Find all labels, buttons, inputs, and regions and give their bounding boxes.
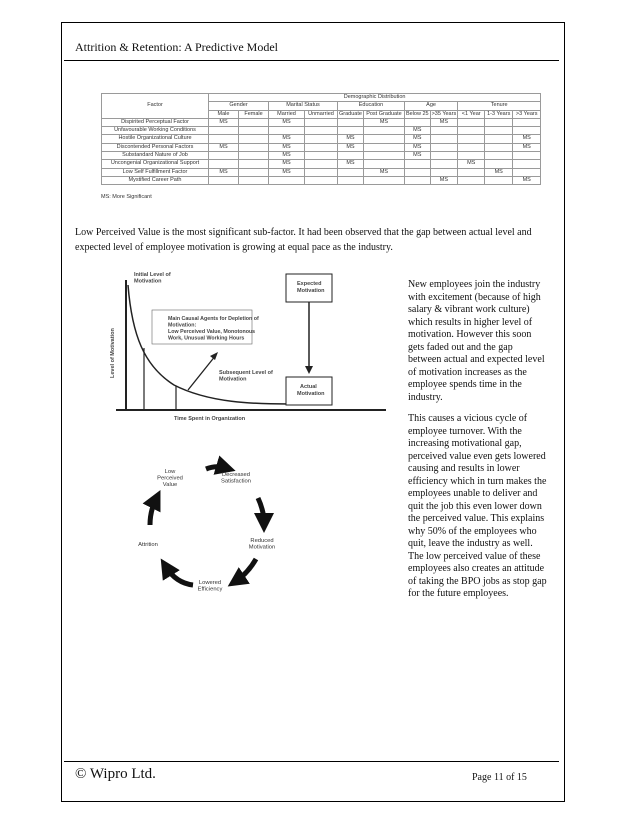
table-cell: MS — [404, 135, 430, 143]
table-cell: MS — [430, 118, 458, 126]
right-paragraph-2: This causes a vicious cycle of employee turnover. With the increasing motivational gap, perceived value even gets lowered causing and results in lower efficiency which in turn makes the employees unable to deliver and quit the job this even lower down the perceived value. This explains why 50% of the employees who quit, leave the industry as well. The low perceived value of these employees also creates an attitude of taking the BPO jobs as stop gap for the future employees. — [408, 413, 547, 599]
table-cell — [430, 135, 458, 143]
table-cell: MS — [338, 135, 364, 143]
factor-cell: Substandard Nature of Job — [102, 152, 209, 160]
table-row — [102, 176, 541, 184]
table-cell — [430, 127, 458, 135]
table-cell — [338, 127, 364, 135]
demographic-distribution-header: Demographic Distribution — [209, 94, 541, 102]
motivation-curve — [128, 285, 289, 404]
node-low-perceived-value: Low Perceived Value — [157, 469, 183, 488]
node-decreased-satisfaction: Decreased Satisfaction — [221, 472, 251, 485]
table-cell: MS — [404, 143, 430, 151]
subheader: Female — [239, 110, 269, 118]
footer-divider — [64, 761, 559, 762]
subheader: 1-3 Years — [485, 110, 513, 118]
subheader: Graduate — [339, 110, 362, 117]
subheader: >3 Years — [513, 110, 541, 118]
table-cell: MS — [269, 152, 305, 160]
table-note: MS: More Significant — [101, 194, 152, 200]
factor-cell: Unfavourable Working Conditions — [102, 127, 209, 135]
table-cell: MS — [513, 176, 541, 184]
subheader: Married — [269, 110, 305, 118]
table-cell: MS — [209, 168, 239, 176]
table-cell — [485, 135, 513, 143]
subheader: <1 Year — [458, 110, 485, 118]
table-cell — [305, 160, 338, 168]
table-cell — [513, 160, 541, 168]
table-cell: MS — [458, 160, 485, 168]
table-cell — [363, 135, 404, 143]
body-paragraph: Low Perceived Value is the most significant sub-factor. It had been observed that the gap between actual level and expected level of employee motivation is growing at equal pace as the industry. — [75, 227, 532, 253]
subheader: Male — [209, 110, 239, 118]
y-axis-label: Level of Motivation — [110, 328, 116, 378]
table-cell — [305, 143, 338, 151]
table-row — [102, 127, 541, 135]
table-cell: MS — [430, 176, 458, 184]
cycle-arrow-5 — [150, 499, 156, 525]
table-cell: MS — [269, 118, 305, 126]
subheader: Below 25 — [405, 110, 429, 117]
table-row — [102, 118, 541, 126]
table-cell — [513, 118, 541, 126]
table-cell — [458, 176, 485, 184]
factor-cell: Hostile Organizational Culture — [102, 135, 209, 143]
table-cell — [363, 152, 404, 160]
table-cell: MS — [513, 143, 541, 151]
gap-arrow-head — [305, 366, 313, 374]
factor-cell: Uncongenial Organizational Support — [102, 160, 209, 168]
group-gender: Gender — [209, 102, 269, 110]
table-cell — [239, 143, 269, 151]
table-cell — [363, 143, 404, 151]
table-cell — [485, 127, 513, 135]
table-cell — [430, 143, 458, 151]
table-cell — [338, 152, 364, 160]
table-cell — [513, 152, 541, 160]
causal-agents-label: Main Causal Agents for Depletion of Motivation: Low Perceived Value, Monotonous Work, Unusual Working Hours — [168, 316, 259, 342]
table-cell — [404, 118, 430, 126]
factor-header: Factor — [102, 94, 209, 119]
subheader: Unmarried — [305, 110, 338, 118]
table-cell — [430, 160, 458, 168]
table-cell: MS — [485, 168, 513, 176]
table-cell — [404, 160, 430, 168]
table-cell — [209, 152, 239, 160]
table-cell — [305, 135, 338, 143]
demographic-table — [101, 93, 541, 185]
header-divider — [64, 60, 559, 61]
table-cell — [239, 118, 269, 126]
table-cell — [430, 152, 458, 160]
table-cell — [458, 127, 485, 135]
table-cell — [305, 127, 338, 135]
expected-motivation-label: Expected Motivation — [297, 281, 325, 294]
table-row — [102, 152, 541, 160]
table-cell: MS — [363, 168, 404, 176]
table-row — [102, 143, 541, 151]
node-reduced-motivation: Reduced Motivation — [248, 538, 276, 551]
right-text-column — [408, 279, 548, 610]
footer-copyright: © Wipro Ltd. — [75, 766, 156, 782]
subheader: >35 Years — [431, 110, 457, 117]
table-cell — [338, 168, 364, 176]
table-cell — [404, 168, 430, 176]
table-cell: MS — [269, 160, 305, 168]
table-cell — [239, 152, 269, 160]
right-paragraph-1: New employees join the industry with excitement (because of high salary & vibrant work culture) which results in higher level of motivation. However this soon gets faded out and the gap between actual and expected level of motivation increases as the employee spends time in the industry. — [408, 279, 545, 403]
group-tenure: Tenure — [458, 102, 541, 110]
table-cell — [239, 127, 269, 135]
table-cell: MS — [209, 143, 239, 151]
table-row — [102, 160, 541, 168]
initial-level-label: Initial Level of Motivation — [134, 272, 171, 285]
group-marital-status: Marital Status — [269, 102, 338, 110]
table-cell — [338, 118, 364, 126]
table-cell: MS — [404, 127, 430, 135]
cycle-arrow-2 — [258, 498, 264, 523]
table-cell — [209, 135, 239, 143]
table-cell — [513, 168, 541, 176]
actual-motivation-label: Actual Motivation — [297, 384, 325, 397]
table-cell — [209, 160, 239, 168]
table-cell: MS — [363, 118, 404, 126]
vicious-cycle-diagram — [118, 455, 293, 605]
group-age: Age — [404, 102, 457, 110]
table-cell — [430, 168, 458, 176]
table-cell — [338, 176, 364, 184]
cycle-arrow-4 — [166, 567, 193, 585]
group-education: Education — [338, 102, 405, 110]
table-cell: MS — [404, 152, 430, 160]
table-cell — [305, 152, 338, 160]
header-title: Attrition & Retention: A Predictive Model — [75, 40, 278, 54]
table-cell — [209, 176, 239, 184]
table-cell — [458, 118, 485, 126]
table-cell — [305, 176, 338, 184]
causal-arrow-head — [210, 352, 218, 360]
factor-cell: Dispirited Perceptual Factor — [102, 118, 209, 126]
subsequent-level-label: Subsequent Level of Motivation — [219, 370, 273, 383]
table-cell: MS — [269, 143, 305, 151]
table-cell: MS — [209, 118, 239, 126]
table-cell: MS — [269, 168, 305, 176]
table-cell — [209, 127, 239, 135]
table-cell — [458, 135, 485, 143]
table-cell — [404, 176, 430, 184]
table-cell — [485, 143, 513, 151]
table-cell — [485, 176, 513, 184]
motivation-gap-chart — [104, 270, 394, 430]
table-cell — [363, 160, 404, 168]
table-cell: MS — [338, 160, 364, 168]
table-cell — [458, 143, 485, 151]
table-cell — [363, 176, 404, 184]
table-cell — [269, 176, 305, 184]
table-cell — [239, 168, 269, 176]
table-cell — [458, 168, 485, 176]
table-cell — [269, 127, 305, 135]
table-cell — [239, 160, 269, 168]
table-cell — [239, 135, 269, 143]
table-cell — [363, 127, 404, 135]
causal-arrow — [188, 355, 216, 390]
node-lowered-efficiency: Lowered Efficiency — [197, 580, 223, 593]
table-cell — [305, 118, 338, 126]
table-cell — [305, 168, 338, 176]
table-row — [102, 135, 541, 143]
table-cell — [485, 152, 513, 160]
table-cell — [485, 118, 513, 126]
node-attrition: Attrition — [138, 542, 158, 548]
table-cell — [485, 160, 513, 168]
table-cell: MS — [338, 143, 364, 151]
x-axis-label: Time Spent in Organization — [174, 416, 246, 422]
table-cell — [458, 152, 485, 160]
cycle-arrow-3 — [236, 559, 256, 581]
cycle-arrow-1 — [206, 467, 226, 469]
table-cell — [513, 127, 541, 135]
factor-cell: Discontended Personal Factors — [102, 143, 209, 151]
subheader: Post Graduate — [363, 110, 404, 118]
table-cell — [239, 176, 269, 184]
table-cell: MS — [269, 135, 305, 143]
factor-cell: Low Self Fulfillment Factor — [102, 168, 209, 176]
table-cell: MS — [513, 135, 541, 143]
footer-page-number: Page 11 of 15 — [472, 772, 527, 783]
factor-cell: Mystified Career Path — [102, 176, 209, 184]
table-row — [102, 168, 541, 176]
